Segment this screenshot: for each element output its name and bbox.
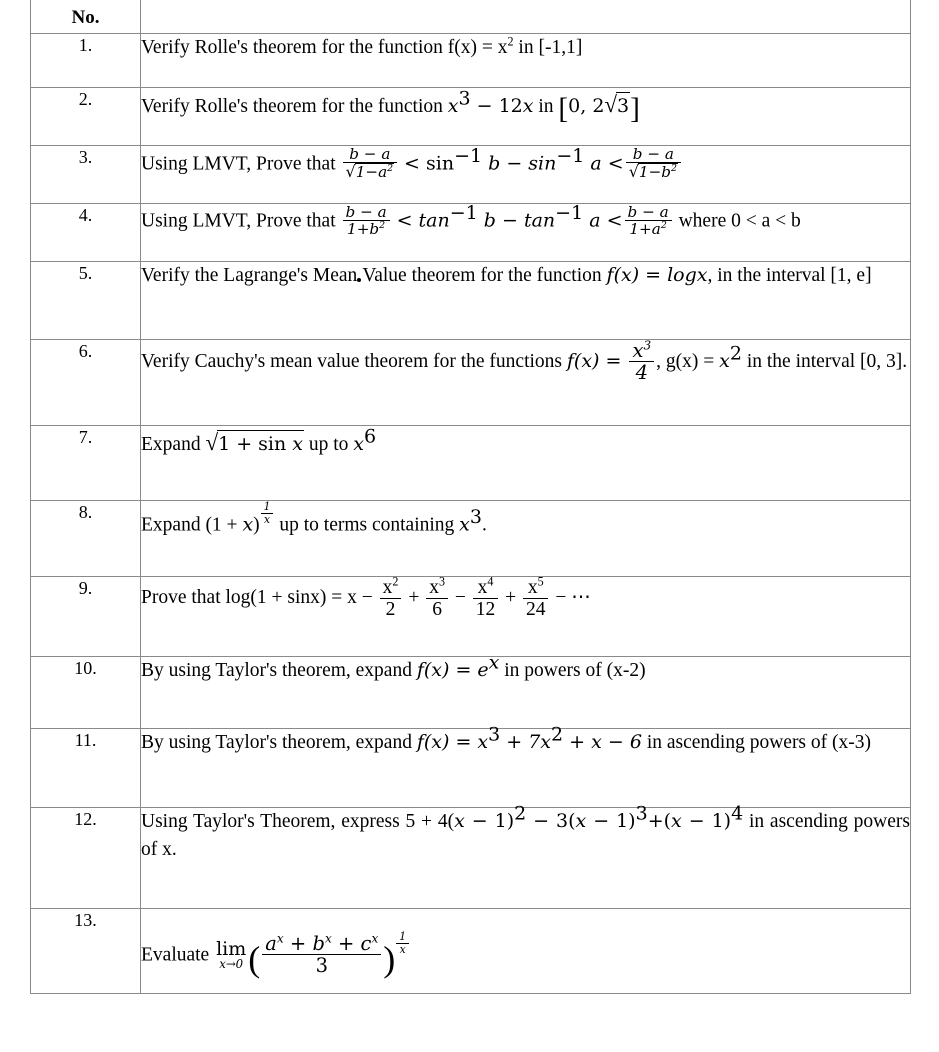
q10-tail: in powers of (x-2) bbox=[499, 660, 646, 681]
q12-exp3: 4 bbox=[731, 802, 744, 825]
radical-sign: √ bbox=[628, 162, 639, 182]
row-number: 2. bbox=[31, 88, 141, 146]
q4-mid: b − tan bbox=[477, 209, 556, 232]
q4-mid2: a < bbox=[583, 209, 623, 232]
q3-rel1: < sin bbox=[404, 152, 455, 175]
q7-radicand bbox=[217, 430, 304, 459]
q9-t4-den: 24 bbox=[523, 598, 549, 620]
table-row bbox=[31, 577, 911, 657]
q3-den2-exp: 2 bbox=[671, 163, 678, 175]
q9-op1: + bbox=[403, 586, 425, 608]
q7-var: x bbox=[353, 433, 365, 455]
q3-sqrt1 bbox=[346, 163, 395, 180]
q3-den1 bbox=[343, 162, 398, 180]
q6-fraction bbox=[629, 340, 654, 383]
q9-t1-den: 2 bbox=[380, 598, 402, 620]
q11-lead: By using Taylor's theorem, expand bbox=[141, 732, 417, 753]
q9-t3-den: 12 bbox=[473, 598, 499, 620]
q2-inword: in bbox=[533, 96, 559, 117]
q13-plus1: + bbox=[283, 932, 313, 956]
header-question bbox=[141, 0, 911, 34]
q13-lead: Evaluate bbox=[141, 944, 215, 966]
q4-den2-exp: 2 bbox=[660, 220, 667, 232]
row-number: 10. bbox=[31, 657, 141, 729]
q7-mid: up to bbox=[304, 434, 354, 455]
q2-lead: Verify Rolle's theorem for the function bbox=[141, 96, 448, 117]
q5-tail: , in the interval [1, e] bbox=[707, 265, 872, 286]
q3-den2-inner bbox=[638, 163, 678, 180]
q11-mid1: + 7x bbox=[500, 731, 552, 753]
q9-t3-num bbox=[473, 574, 499, 598]
q12-a3: − 1) bbox=[586, 810, 636, 832]
table-row bbox=[31, 729, 911, 808]
q2-var2: x bbox=[522, 95, 534, 117]
q11-exp1: 3 bbox=[488, 723, 501, 746]
q9-tail: − ⋯ bbox=[550, 586, 591, 608]
q11-function: f(x) = x bbox=[416, 731, 489, 753]
row-number: 6. bbox=[31, 340, 141, 426]
q13-denominator: 3 bbox=[262, 954, 381, 976]
q8-exp-num: 1 bbox=[263, 500, 271, 513]
q8-exponent-fraction bbox=[261, 501, 274, 525]
row-number: 11. bbox=[31, 729, 141, 808]
q6-den: 4 bbox=[629, 361, 654, 383]
q8-close-paren: ) bbox=[253, 514, 260, 536]
q3-inv2: −1 bbox=[556, 145, 585, 167]
q12-a2: − 3( bbox=[526, 810, 576, 832]
q4-den1-exp: 2 bbox=[379, 220, 386, 232]
q13-lim-op: lim bbox=[216, 938, 247, 961]
table-row bbox=[31, 88, 911, 146]
q2-root: 3 bbox=[616, 92, 630, 121]
row-number: 12. bbox=[31, 808, 141, 909]
q13-numerator bbox=[262, 933, 381, 954]
q4-den2-text: 1+a bbox=[629, 220, 661, 239]
q3-sqrt2 bbox=[629, 163, 678, 180]
q4-fraction-2 bbox=[625, 204, 672, 238]
q9-t4-exp: 5 bbox=[537, 574, 544, 589]
q12-a4: +( bbox=[647, 810, 672, 832]
q4-num1: b − a bbox=[345, 203, 387, 221]
q12-exp1: 2 bbox=[514, 802, 527, 825]
table-row bbox=[31, 34, 911, 88]
q12-a1: − 1) bbox=[464, 810, 515, 832]
q4-inv1: −1 bbox=[449, 202, 478, 224]
q5-after-dot: Value theorem for the function bbox=[362, 265, 607, 286]
q9-t1-num-text: x bbox=[382, 577, 393, 598]
question-text bbox=[141, 146, 911, 204]
row-number: 5. bbox=[31, 262, 141, 340]
q13-num-c: c bbox=[360, 932, 372, 956]
question-text bbox=[141, 909, 911, 994]
question-text bbox=[141, 574, 911, 657]
q12-tail: in ascending powers of x. bbox=[141, 811, 910, 861]
q13-plus2: + bbox=[331, 932, 361, 956]
q13-exp-num: 1 bbox=[399, 930, 407, 943]
q2-interval: 0, 2 bbox=[568, 95, 605, 117]
question-text bbox=[141, 34, 911, 88]
q12-var3: x bbox=[671, 810, 682, 832]
q13-num-b: b bbox=[312, 932, 325, 956]
q1-lead: Verify Rolle's theorem for the function f(x) = x bbox=[141, 37, 508, 58]
q3-num2: b − a bbox=[632, 145, 674, 163]
question-text bbox=[141, 262, 911, 340]
q9-op3: + bbox=[500, 586, 521, 608]
q7-exponent: 6 bbox=[364, 425, 377, 448]
q9-t4-num bbox=[523, 574, 549, 598]
q8-var: x bbox=[242, 513, 254, 536]
q8-exp-den: x bbox=[261, 513, 274, 526]
q9-t2-exp: 3 bbox=[438, 574, 445, 589]
q8-tail: . bbox=[481, 514, 487, 536]
table-body bbox=[31, 34, 911, 994]
q13-num-a-exp: x bbox=[276, 931, 284, 946]
q4-inv2: −1 bbox=[555, 202, 584, 224]
q5-lead: Verify the Lagrange's Mean bbox=[141, 265, 358, 286]
header-question-no-line2: No. bbox=[71, 7, 100, 28]
q7-sqrt bbox=[205, 426, 304, 459]
row-number: 4. bbox=[31, 204, 141, 262]
q2-exponent: 3 bbox=[458, 87, 471, 110]
q9-lead: Prove that log(1 + sinx) = x − bbox=[141, 586, 378, 608]
table-row bbox=[31, 909, 911, 994]
q4-fraction-1 bbox=[343, 204, 390, 238]
q2-sqrt bbox=[604, 88, 630, 121]
q4-den1 bbox=[343, 220, 390, 237]
q3-den1-inner bbox=[355, 163, 394, 180]
q6-gx: x bbox=[719, 349, 730, 372]
q11-tail: in ascending powers of (x-3) bbox=[641, 732, 871, 753]
q12-lead: Using Taylor's Theorem, express 5 + 4( bbox=[141, 811, 455, 832]
q9-term-2 bbox=[426, 574, 448, 621]
q13-num-c-exp: x bbox=[371, 931, 379, 946]
q4-lead: Using LMVT, Prove that bbox=[141, 210, 341, 232]
q6-num-text: x bbox=[632, 339, 644, 362]
radical-sign: √ bbox=[604, 91, 618, 117]
q9-t3-num-text: x bbox=[477, 577, 488, 598]
q6-gx-exp: 2 bbox=[729, 342, 742, 365]
q13-fraction bbox=[262, 933, 381, 976]
q2-mid: − 12 bbox=[470, 95, 523, 117]
q8-var2: x bbox=[459, 513, 470, 536]
question-text bbox=[141, 88, 911, 146]
q3-mid: b − sin bbox=[482, 152, 557, 175]
q2-bracket-close: ] bbox=[630, 93, 640, 126]
table-row bbox=[31, 146, 911, 204]
row-number: 8. bbox=[31, 501, 141, 577]
q6-lead: Verify Cauchy's mean value theorem for the functions bbox=[141, 350, 567, 372]
q10-lead: By using Taylor's theorem, expand bbox=[141, 660, 417, 681]
q7-lead: Expand bbox=[141, 434, 206, 455]
q3-den1-exp: 2 bbox=[387, 163, 394, 175]
q3-inv1: −1 bbox=[454, 145, 483, 167]
q6-num-exp: 3 bbox=[643, 338, 652, 353]
row-number: 7. bbox=[31, 426, 141, 501]
table-row bbox=[31, 808, 911, 909]
header-question-no bbox=[31, 0, 141, 34]
radical-sign: √ bbox=[205, 429, 219, 455]
row-number: 3. bbox=[31, 146, 141, 204]
question-text bbox=[141, 651, 911, 729]
table-row bbox=[31, 262, 911, 340]
q9-op2: − bbox=[449, 586, 471, 608]
table-row bbox=[31, 501, 911, 577]
question-text bbox=[141, 340, 911, 426]
question-text bbox=[141, 802, 911, 909]
q13-limit bbox=[216, 940, 246, 971]
question-text bbox=[141, 426, 911, 501]
q13-paren-close: ) bbox=[383, 939, 396, 980]
q9-t4-num-text: x bbox=[527, 577, 538, 598]
row-number: 9. bbox=[31, 577, 141, 657]
q9-term-1 bbox=[380, 574, 402, 621]
q3-lead: Using LMVT, Prove that bbox=[141, 153, 341, 175]
q9-t3-exp: 4 bbox=[487, 574, 494, 589]
q12-var1: x bbox=[454, 810, 465, 832]
table-row bbox=[31, 204, 911, 262]
q13-lim-sub: x→0 bbox=[219, 957, 244, 972]
q13-num-b-exp: x bbox=[324, 931, 332, 946]
q3-den2 bbox=[626, 162, 681, 180]
q13-num-a: a bbox=[265, 932, 277, 956]
q9-t2-num-text: x bbox=[429, 577, 439, 598]
q9-t2-den: 6 bbox=[426, 598, 448, 620]
header-row bbox=[31, 0, 911, 34]
q5-function: f(x) = logx bbox=[606, 264, 708, 286]
table-header bbox=[31, 0, 911, 34]
q8-mid: up to terms containing bbox=[274, 514, 460, 536]
q13-exponent-fraction bbox=[396, 931, 409, 955]
q12-exp2: 3 bbox=[635, 802, 648, 825]
q6-function: f(x) = bbox=[566, 349, 628, 372]
q11-exp2: 2 bbox=[551, 723, 564, 746]
radical-sign: √ bbox=[345, 162, 356, 182]
q13-paren-open: ( bbox=[248, 939, 261, 980]
q10-exponent: x bbox=[488, 651, 500, 674]
q6-mid: , g(x) = bbox=[656, 350, 720, 372]
q9-term-4 bbox=[523, 574, 549, 621]
q2-var: x bbox=[447, 95, 459, 117]
q2-bracket-open: [ bbox=[558, 93, 569, 126]
q12-var2: x bbox=[575, 810, 587, 832]
question-text bbox=[141, 501, 911, 577]
q4-den1-text: 1+b bbox=[347, 220, 380, 239]
row-number: 1. bbox=[31, 34, 141, 88]
q6-tail: in the interval [0, 3]. bbox=[741, 350, 908, 372]
table-row bbox=[31, 340, 911, 426]
q1-exponent: 2 bbox=[507, 34, 514, 49]
q12-a5: − 1) bbox=[681, 810, 732, 832]
q9-t1-num bbox=[380, 574, 402, 598]
question-text bbox=[141, 723, 911, 808]
q13-exp-den: x bbox=[396, 943, 409, 956]
q6-num bbox=[629, 340, 654, 361]
row-number: 13. bbox=[31, 909, 141, 994]
q11-mid2: + x − 6 bbox=[563, 731, 642, 753]
q9-term-3 bbox=[473, 574, 499, 621]
q3-den1-text: 1−a bbox=[355, 163, 388, 182]
q4-num2: b − a bbox=[627, 203, 669, 221]
q8-lead: Expand (1 + bbox=[141, 514, 243, 536]
q10-function: f(x) = e bbox=[416, 659, 489, 681]
q4-tail: where 0 < a < b bbox=[673, 210, 801, 232]
q3-fraction-2 bbox=[626, 146, 681, 181]
header-question-label bbox=[141, 0, 910, 3]
q4-rel1: < tan bbox=[396, 209, 450, 232]
q9-t1-exp: 2 bbox=[392, 574, 399, 589]
spellcheck-dot-icon bbox=[357, 278, 361, 282]
questions-table bbox=[30, 0, 911, 994]
q3-num1: b − a bbox=[349, 145, 391, 163]
q1-tail: in [-1,1] bbox=[513, 37, 583, 58]
q8-exponent2: 3 bbox=[469, 505, 482, 528]
q9-t2-num bbox=[426, 574, 448, 598]
q3-fraction-1 bbox=[343, 146, 398, 181]
question-text bbox=[141, 204, 911, 262]
q4-den2 bbox=[625, 220, 672, 237]
table-row bbox=[31, 657, 911, 729]
q3-mid2: a < bbox=[584, 152, 624, 175]
q3-den2-text: 1−b bbox=[638, 163, 672, 182]
q7-radicand-text: 1 + sin bbox=[218, 433, 293, 455]
q7-radicand-var: x bbox=[292, 433, 303, 455]
table-row bbox=[31, 426, 911, 501]
